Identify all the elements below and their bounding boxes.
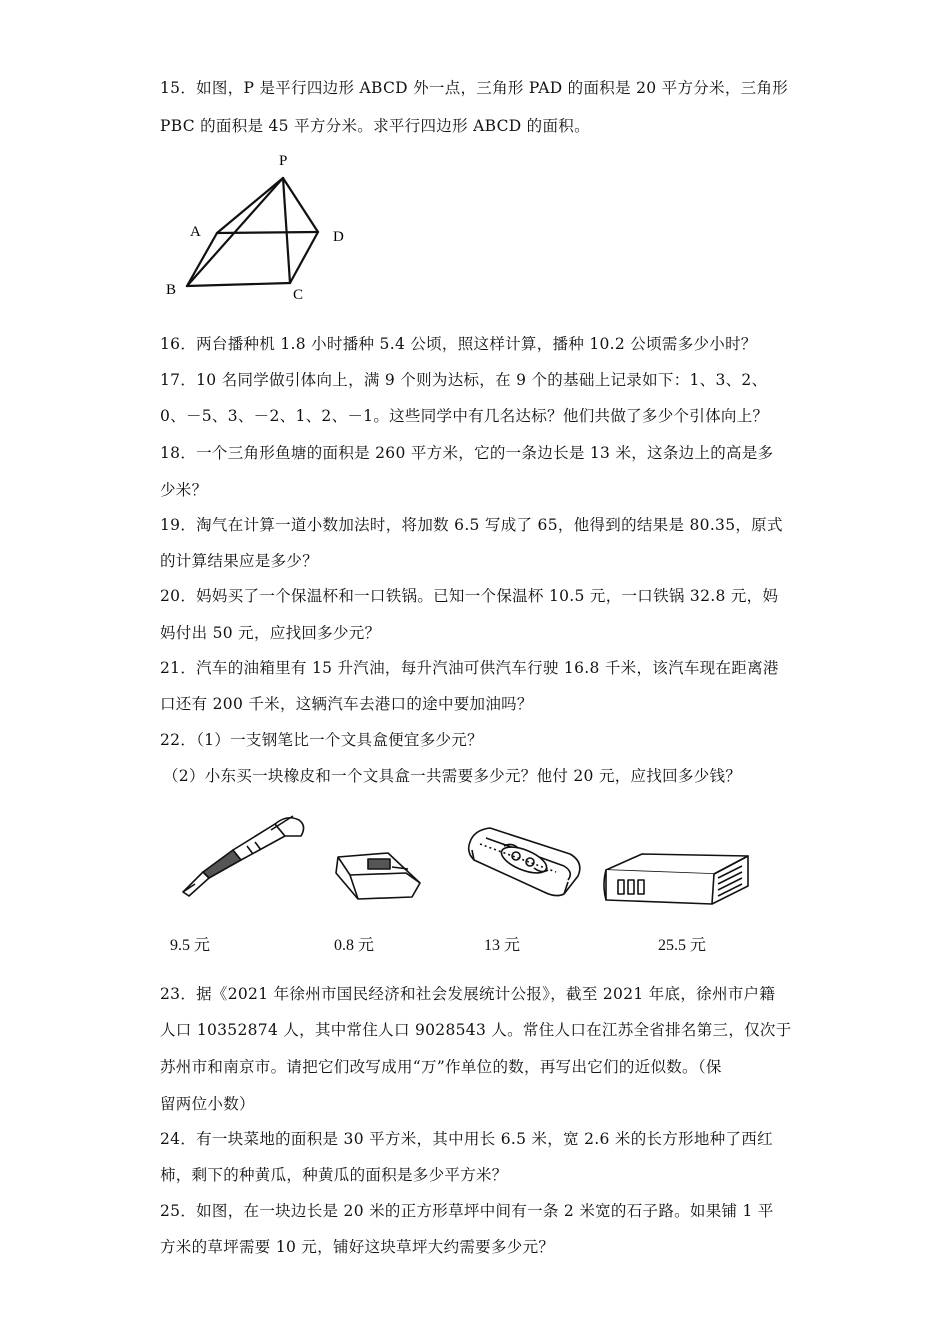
label-A: A: [190, 224, 201, 240]
label-P: P: [279, 153, 288, 169]
book-price: 25.5 元: [658, 937, 707, 954]
label-B: B: [166, 282, 177, 298]
pencil-case-image: [460, 820, 590, 900]
fountain-pen-image: [175, 812, 315, 902]
problem-16-line-1: 16．两台播种机 1.8 小时播种 5.4 公顷，照这样计算，播种 10.2 公顷需多少小时？: [160, 335, 757, 353]
problem-24-line-2: 柿，剩下的种黄瓜，种黄瓜的面积是多少平方米？: [160, 1166, 508, 1184]
parallelogram-figure: [160, 145, 360, 305]
label-D: D: [333, 229, 344, 245]
segment-BC: [187, 283, 290, 286]
segment-AD: [217, 232, 318, 233]
segment-DC: [290, 232, 318, 283]
eraser-price: 0.8 元: [334, 937, 375, 954]
problem-23-line-2: 人口 10352874 人，其中常住人口 9028543 人。常住人口在江苏全省排名第三，仅次于: [160, 1021, 792, 1039]
problem-23-line-1: 23．据《2021 年徐州市国民经济和社会发展统计公报》，截至 2021 年底，徐州市户籍: [160, 985, 776, 1003]
problem-18-line-2: 少米？: [160, 481, 208, 499]
problem-19-line-1: 19．淘气在计算一道小数加法时，将加数 6.5 写成了 65，他得到的结果是 80.35，原式: [160, 516, 783, 534]
problem-18-line-1: 18．一个三角形鱼塘的面积是 260 平方米，它的一条边长是 13 米，这条边上的高是多: [160, 444, 774, 462]
book-image: [602, 850, 752, 910]
label-C: C: [293, 287, 304, 303]
segment-PA: [217, 178, 283, 233]
problem-24-line-1: 24．有一块菜地的面积是 30 平方米，其中用长 6.5 米，宽 2.6 米的长方形地种了西红: [160, 1130, 773, 1148]
pencil-case-price: 13 元: [484, 937, 521, 954]
problem-15-line-2: PBC 的面积是 45 平方分米。求平行四边形 ABCD 的面积。: [160, 117, 590, 135]
problem-20-line-1: 20．妈妈买了一个保温杯和一口铁锅。已知一个保温杯 10.5 元，一口铁锅 32.8 元，妈: [160, 587, 779, 605]
problem-20-line-2: 妈付出 50 元，应找回多少元？: [160, 624, 381, 642]
eraser-image: [328, 845, 428, 905]
problem-21-line-2: 口还有 200 千米，这辆汽车去港口的途中要加油吗？: [160, 695, 533, 713]
problem-17-line-2: 0、－5、3、－2、1、2、－1。这些同学中有几名达标？他们共做了多少个引体向上？: [160, 407, 769, 425]
problem-23-line-3: 苏州市和南京市。请把它们改写成用“万”作单位的数，再写出它们的近似数。（保: [160, 1058, 722, 1076]
problem-22-line-1: 22．（1）一支钢笔比一个文具盒便宜多少元？: [160, 731, 483, 749]
problem-15-line-1: 15．如图，P 是平行四边形 ABCD 外一点，三角形 PAD 的面积是 20 平方分米，三角形: [160, 79, 789, 97]
problem-25-line-1: 25．如图，在一块边长是 20 米的正方形草坪中间有一条 2 米宽的石子路。如果铺 1 平: [160, 1202, 774, 1220]
problem-25-line-2: 方米的草坪需要 10 元，铺好这块草坪大约需要多少元？: [160, 1238, 555, 1256]
problem-22-line-2: （2）小东买一块橡皮和一个文具盒一共需要多少元？他付 20 元，应找回多少钱？: [163, 767, 742, 785]
problem-17-line-1: 17．10 名同学做引体向上，满 9 个则为达标，在 9 个的基础上记录如下：1、3、2、: [160, 371, 768, 389]
segment-AB: [187, 233, 217, 286]
problem-23-line-4: 留两位小数）: [160, 1095, 255, 1113]
problem-19-line-2: 的计算结果应是多少？: [160, 552, 319, 570]
problem-21-line-1: 21．汽车的油箱里有 15 升汽油，每升汽油可供汽车行驶 16.8 千米，该汽车现在距离港: [160, 659, 779, 677]
segment-PC: [283, 178, 290, 283]
pen-price: 9.5 元: [170, 937, 211, 954]
segment-PD: [283, 178, 318, 232]
